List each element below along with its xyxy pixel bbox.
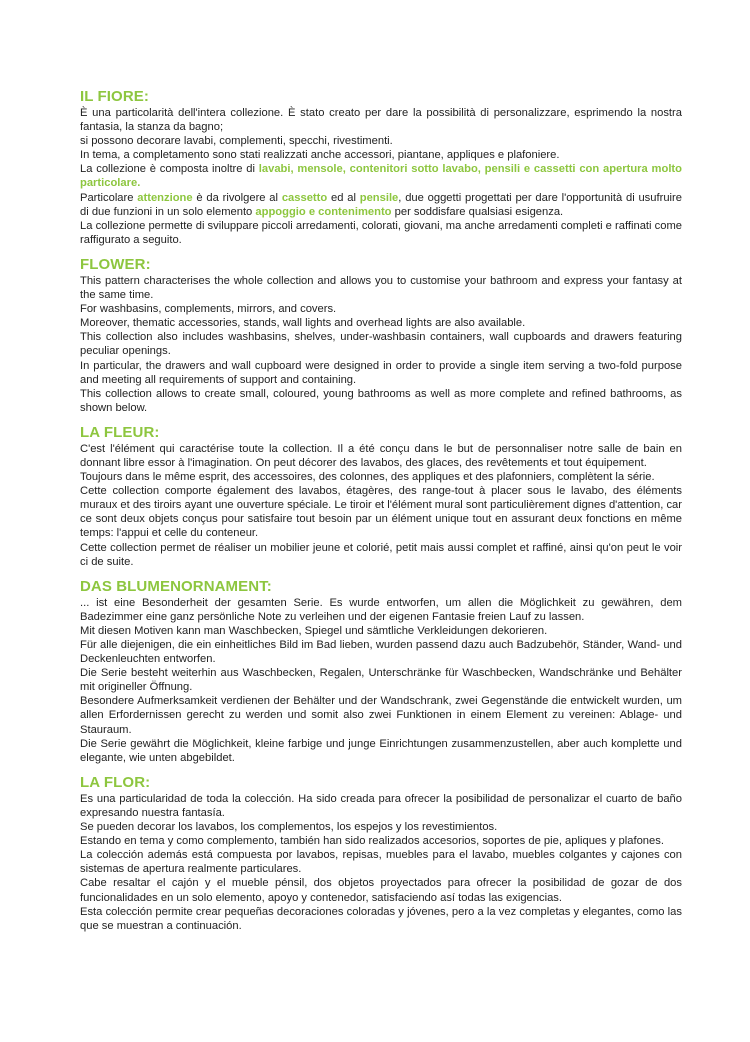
highlight-text: cassetto bbox=[281, 191, 328, 204]
section-body bbox=[80, 106, 682, 247]
paragraph: Cabe resaltar el cajón y el mueble pénsil, dos objetos proyectados para ofrecer la posibilidad de gozar de dos funcionalidades en un solo elemento, apoyo y contenedor, satisfaciendo así todas las exigencias. bbox=[80, 877, 682, 904]
highlight-text: attenzione bbox=[137, 191, 193, 204]
paragraph: Die Serie besteht weiterhin aus Waschbecken, Regalen, Unterschränke für Waschbecken, Wandschränke und Behälter mit origineller Öffnung. bbox=[80, 667, 682, 694]
paragraph: Esta colección permite crear pequeñas decoraciones coloradas y jóvenes, pero a la vez completas y elegantes, como las que se muestran a continuación. bbox=[80, 905, 682, 932]
paragraph: si possono decorare lavabi, complementi, specchi, rivestimenti. bbox=[80, 135, 393, 148]
paragraph: In tema, a completamento sono stati realizzati anche accessori, piantane, appliques e plafoniere. bbox=[80, 149, 560, 162]
paragraph: La collezione permette di sviluppare piccoli arredamenti, colorati, giovani, ma anche arredamenti completi e raffinati come raffigurato a seguito. bbox=[80, 219, 682, 246]
paragraph: Toujours dans le même esprit, des accessoires, des colonnes, des appliques et des plafonniers, complètent la série. bbox=[80, 471, 655, 484]
paragraph: This collection allows to create small, coloured, young bathrooms as well as more complete and refined bathrooms, as shown below. bbox=[80, 387, 682, 414]
section-heading: FLOWER: bbox=[80, 255, 151, 273]
section-body bbox=[80, 274, 682, 415]
paragraph: For washbasins, complements, mirrors, and covers. bbox=[80, 303, 337, 316]
paragraph: This pattern characterises the whole collection and allows you to customise your bathroom and express your fantasy at the same time. bbox=[80, 274, 682, 302]
paragraph: In particular, the drawers and wall cupboard were designed in order to provide a single item serving a two-fold purpose and meeting all requirements of support and containing. bbox=[80, 359, 682, 386]
section-german bbox=[80, 578, 682, 765]
paragraph: ... ist eine Besonderheit der gesamten Serie. Es wurde entworfen, um allen die Möglichkeit zu gewähren, dem Badezimmer eine ganz persönliche Note zu verleihen und der eigenen Fantasie freien Lauf zu lassen. bbox=[80, 596, 682, 623]
section-heading: IL FIORE: bbox=[80, 88, 149, 105]
paragraph: Cette collection comporte également des lavabos, étagères, des range-tout à placer sous le lavabo, des éléments muraux et des tiroirs ayant une ouverture spéciale. Le tiroir et l'élément mural sont particulièrement dignes d'attention, car ce sont deux objets conçus pour satisfaire tout besoin par un élément unique tout en assurant deux fonctions en même temps: l'appui et celle du conteneur. bbox=[80, 485, 682, 540]
section-italian bbox=[80, 88, 682, 247]
paragraph: La colección además está compuesta por lavabos, repisas, muebles para el lavabo, muebles colgantes y cajones con sistemas de apertura realmente particulares. bbox=[80, 849, 682, 876]
section-heading: DAS BLUMENORNAMENT: bbox=[80, 577, 272, 595]
paragraph: Mit diesen Motiven kann man Waschbecken, Spiegel und sämtliche Verkleidungen dekorieren. bbox=[80, 624, 548, 637]
section-spanish bbox=[80, 774, 682, 933]
section-body bbox=[80, 442, 682, 569]
paragraph: Cette collection permet de réaliser un mobilier jeune et colorié, petit mais aussi complet et raffiné, ainsi qu'on peut le voir ci de suite. bbox=[80, 541, 682, 568]
highlight-text: lavabi, mensole, contenitori sotto lavabo, pensili e cassetti con apertura molto particolare. bbox=[80, 163, 682, 190]
section-heading: LA FLOR: bbox=[80, 773, 151, 791]
highlight-text: pensile bbox=[359, 191, 399, 204]
paragraph: Besondere Aufmerksamkeit verdienen der Behälter und der Wandschrank, zwei Gegenstände die entwickelt wurden, um allen Erfordernissen gerecht zu werden und somit also zwei Funktionen in einem Element zu vereinen: Ablage- und Stauraum. bbox=[80, 695, 682, 736]
paragraph: Die Serie gewährt die Möglichkeit, kleine farbige und junge Einrichtungen zusammenzustellen, aber auch komplette und elegante, wie unten abgebildet. bbox=[80, 737, 682, 764]
section-french bbox=[80, 424, 682, 569]
paragraph: Für alle diejenigen, die ein einheitliches Bild im Bad lieben, wurden passend dazu auch Badzubehör, Ständer, Wand- und Deckenleuchten entworfen. bbox=[80, 639, 682, 666]
paragraph: C'est l'élément qui caractérise toute la collection. Il a été conçu dans le but de personnaliser notre salle de bain en donnant libre essor à l'imagination. On peut décorer des lavabos, des glaces, des revêtements et tout équipement. bbox=[80, 442, 682, 469]
paragraph: Moreover, thematic accessories, stands, wall lights and overhead lights are also available. bbox=[80, 317, 526, 330]
paragraph: Estando en tema y como complemento, también han sido realizados accesorios, soportes de pie, apliques y plafones. bbox=[80, 835, 664, 848]
section-body bbox=[80, 792, 682, 933]
section-english bbox=[80, 256, 682, 415]
section-body bbox=[80, 596, 682, 765]
paragraph: Particolare attenzione è da rivolgere al cassetto ed al pensile, due oggetti progettati per dare l'opportunità di usufruire di due funzioni in un solo elemento appoggio e contenimento per soddisfare qualsiasi esigenza. bbox=[80, 191, 682, 218]
paragraph: Es una particularidad de toda la colección. Ha sido creada para ofrecer la posibilidad de personalizar el cuarto de baño expresando nuestra fantasía. bbox=[80, 792, 682, 819]
paragraph: Se pueden decorar los lavabos, los complementos, los espejos y los revestimientos. bbox=[80, 821, 498, 834]
paragraph: È una particolarità dell'intera collezione. È stato creato per dare la possibilità di personalizzare, esprimendo la nostra fantasia, la stanza da bagno; bbox=[80, 107, 682, 134]
highlight-text: appoggio e contenimento bbox=[255, 205, 392, 218]
paragraph: This collection also includes washbasins, shelves, under-washbasin containers, wall cupboards and drawers featuring peculiar openings. bbox=[80, 331, 682, 358]
section-heading: LA FLEUR: bbox=[80, 423, 160, 441]
paragraph: La collezione è composta inoltre di lavabi, mensole, contenitori sotto lavabo, pensili e cassetti con apertura molto particolare. bbox=[80, 163, 682, 190]
